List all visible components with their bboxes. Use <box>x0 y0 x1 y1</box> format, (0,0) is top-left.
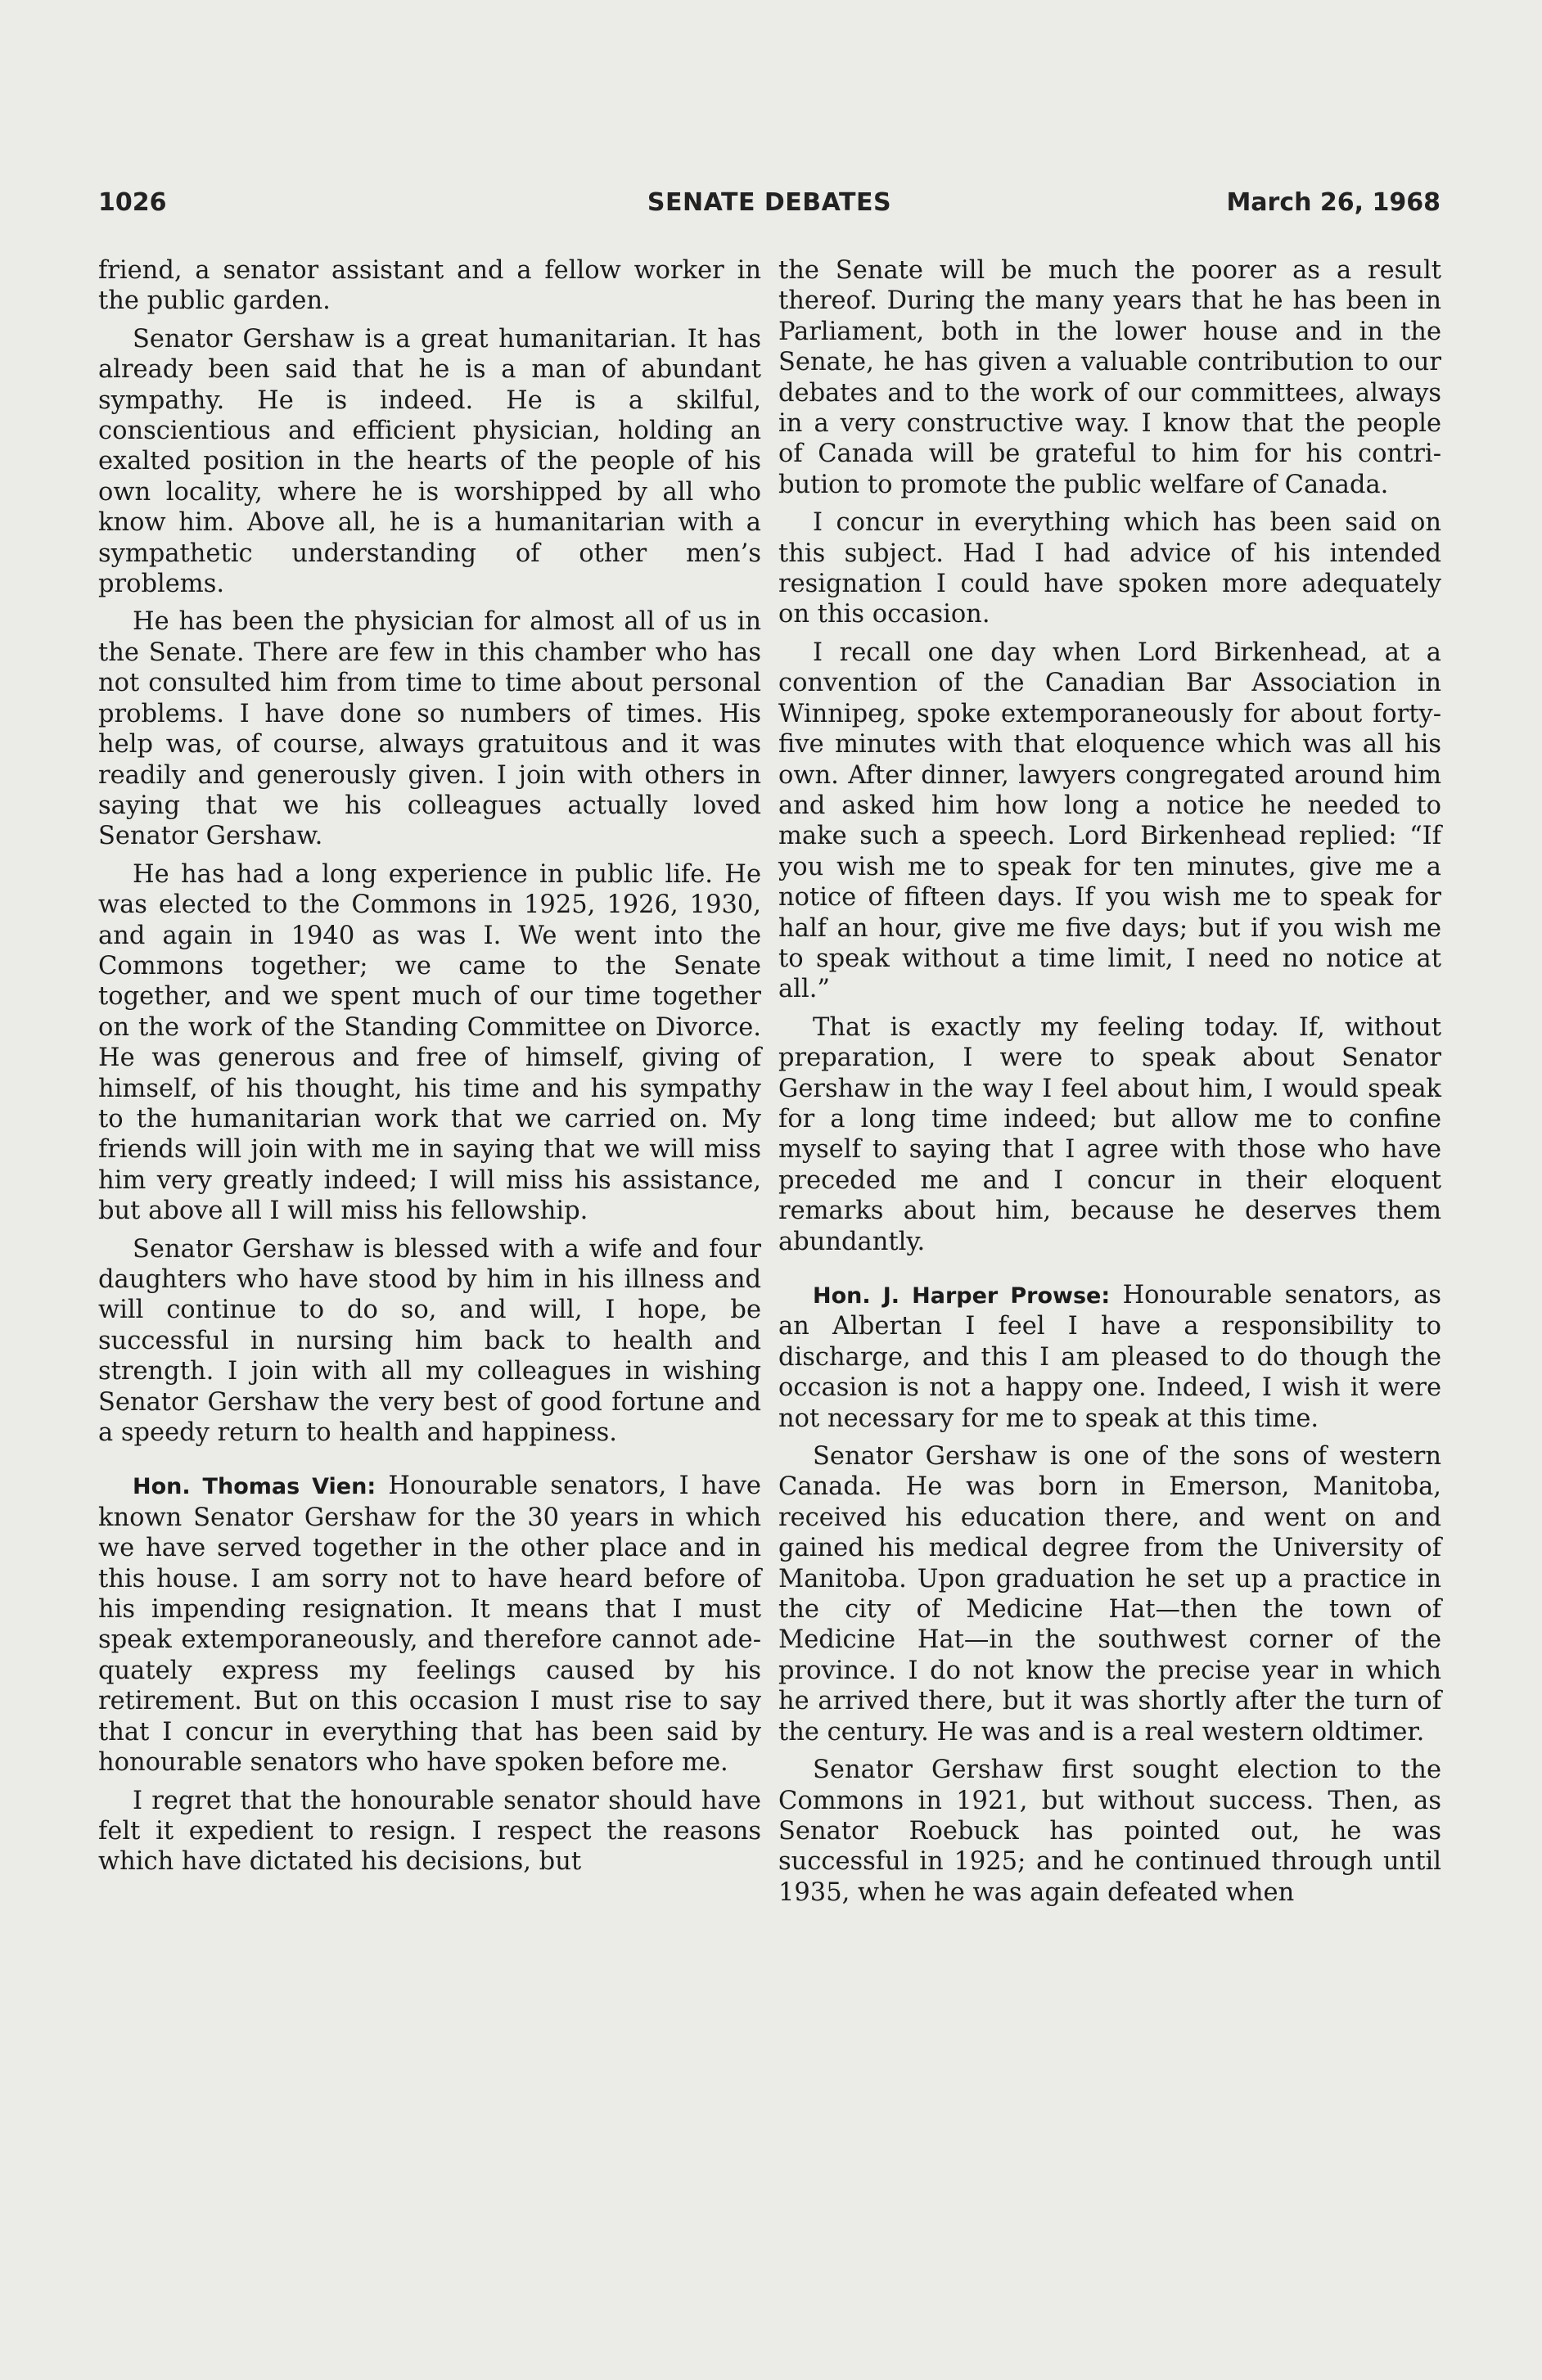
speech-paragraph <box>98 1471 761 1778</box>
speech-text: Honourable senators, as an Albertan I feel I have a responsibility to discharge, and this I am pleased to do though the occasion is not a happy one. Indeed, I wish it were not necessary for me to speak at this time. <box>778 1281 1441 1433</box>
paragraph: He has had a long experience in public life. He was elected to the Commons in 1925, 1926, 1930, and again in 1940 as was I. We went into the Commons together; we came to the Senate together, and we spent much of our time together on the work of the Standing Committee on Divorce. He was generous and free of himself, giving of himself, of his thought, his time and his sympathy to the humanitarian work that we carried on. My friends will join with me in saying that we will miss him very greatly indeed; I will miss his assistance, but above all I will miss his fellowship. <box>98 859 761 1226</box>
paragraph: Senator Gershaw is a great humanitarian. It has already been said that he is a man of abundant sympathy. He is indeed. He is a skilful, conscientious and efficient physician, holding an exalted position in the hearts of the people of his own locality, where he is worshipped by all who know him. Above all, he is a humanitarian with a sympathetic understanding of other men’s problems. <box>98 324 761 599</box>
speaker-name: Hon. Thomas Vien: <box>133 1474 376 1500</box>
publication-title: SENATE DEBATES <box>647 188 892 217</box>
paragraph: the Senate will be much the poorer as a result thereof. During the many years that he has been in Parliament, both in the lower house and in the Senate, he has given a valuable contribution to our debates and to the work of our committees, always in a very constructive way. I know that the people of Canada will be grateful to him for his contribution to promote the public welfare of Canada. <box>778 256 1441 499</box>
right-column <box>778 255 1441 1915</box>
paragraph: I concur in everything which has been said on this subject. Had I had advice of his intended resignation I could have spoken more adequately on this occasion. <box>778 508 1441 629</box>
paragraph: Senator Gershaw is one of the sons of western Canada. He was born in Emerson, Manitoba, received his education there, and went on and gained his medical degree from the University of Manitoba. Upon graduation he set up a practice in the city of Medicine Hat—then the town of Medicine Hat—in the southwest corner of the province. I do not know the precise year in which he arrived there, but it was shortly after the turn of the century. He was and is a real western oldtimer. <box>778 1442 1441 1747</box>
paragraph: I regret that the honourable senator should have felt it expedient to resign. I respect the reasons which have dictated his decisions, but <box>98 1786 761 1877</box>
paragraph: Senator Gershaw is blessed with a wife and four daughters who have stood by him in his illness and will continue to do so, and will, I hope, be successful in nursing him back to health and strength. I join with all my colleagues in wishing Senator Gershaw the very best of good fortune and a speedy return to health and happiness. <box>98 1234 761 1448</box>
paragraph: Senator Gershaw first sought election to the Commons in 1921, but without success. Then, as Senator Roebuck has pointed out, he was successful in 1925; and he continued through until 1935, when he was again defeated when <box>778 1756 1441 1907</box>
page-header <box>98 188 1441 229</box>
paragraph: friend, a senator assistant and a fellow worker in the public garden. <box>98 256 761 316</box>
speech-text: Honourable senators, I have known Senator Gershaw for the 30 years in which we have served together in the other place and in this house. I am sorry not to have heard before of his impending resignation. It means that I must speak extemporaneously, and therefore cannot adequately express my feelings caused by his retirement. But on this occasion I must rise to say that I concur in everything that has been said by honourable senators who have spoken before me. <box>98 1472 761 1778</box>
speech-paragraph <box>778 1280 1441 1434</box>
page-date: March 26, 1968 <box>1226 188 1441 217</box>
left-column <box>98 255 761 1885</box>
speaker-name: Hon. J. Harper Prowse: <box>813 1283 1111 1309</box>
paragraph: That is exactly my feeling today. If, without preparation, I were to speak about Senator Gershaw in the way I feel about him, I would speak for a long time indeed; but allow me to confine myself to saying that I agree with those who have preceded me and I concur in their eloquent remarks about him, because he deserves them abundantly. <box>778 1012 1441 1256</box>
paragraph: I recall one day when Lord Birkenhead, at a convention of the Canadian Bar Association in Winnipeg, spoke extemporaneously for about forty-five minutes with that eloquence which was all his own. After dinner, lawyers congregated around him and asked him how long a notice he needed to make such a speech. Lord Birkenhead replied: “If you wish me to speak for ten minutes, give me a notice of fifteen days. If you wish me to speak for half an hour, give me five days; but if you wish me to speak without a time limit, I need no notice at all.” <box>778 638 1441 1004</box>
paragraph: He has been the physician for almost all of us in the Senate. There are few in this chamber who has not consulted him from time to time about personal problems. I have done so numbers of times. His help was, of course, always gratuitous and it was readily and generously given. I join with others in saying that we his colleagues actually loved Senator Gershaw. <box>98 607 761 851</box>
page-number: 1026 <box>98 188 167 217</box>
